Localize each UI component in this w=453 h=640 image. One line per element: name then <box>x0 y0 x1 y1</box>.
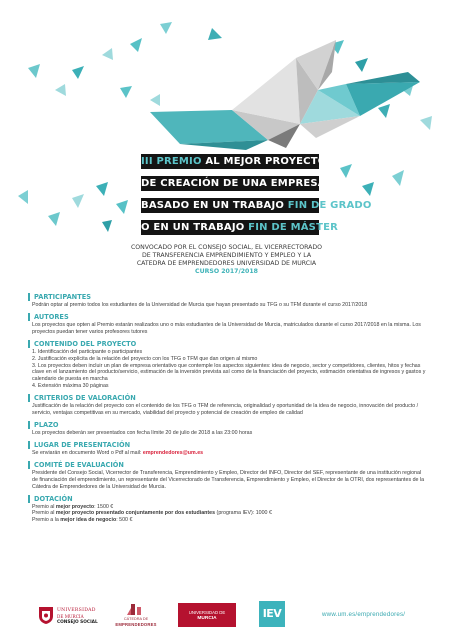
section-autores <box>32 313 428 336</box>
convocation-line-3: CATEDRA DE EMPRENDEDORES UNIVERSIDAD DE MURCIA <box>136 260 317 267</box>
title-line-4 <box>141 220 339 235</box>
catedra-logo-line-2: EMPRENDEDORES <box>115 622 157 627</box>
convocation-line-2: DE TRANSFERENCIA EMPRENDIMIENTO Y EMPLEO Y LA <box>141 252 312 259</box>
university-crest-icon <box>38 605 54 625</box>
section-text: Presidente del Consejo Social, Vicerrector de Transferencia, Emprendimiento y Empleo, Director del INFO, Director del SEF, representante de una institución regional de financiación del emprendimiento, un representante del Vicerrectorado de Transferencia, Emprendimiento y Empleo, el Director de la OTRI, dos representantes de la Cátedra de Emprendedores de la Universidad de Murcia. <box>32 469 425 490</box>
section-contenido <box>32 340 428 390</box>
prize-item <box>32 504 428 511</box>
website-url[interactable]: www.um.es/emprendedores/ <box>322 611 406 618</box>
prize-item <box>32 510 428 517</box>
prize-amount: : 1500 € <box>94 503 114 510</box>
catedra-logo-line-1: CÁTEDRA DE <box>123 617 149 621</box>
title-line-2-text: DE CREACIÓN DE UNA EMPRESA <box>141 178 326 189</box>
section-text: Los proyectos deberán ser presentados con fecha límite 20 de julio de 2018 a las 23:00 horas <box>32 429 253 436</box>
title-line-3 <box>141 198 372 213</box>
ur-logo-line-1: UNIVERSIDAD DE <box>188 610 226 615</box>
section-text: Los proyectos que opten al Premio estarán realizados uno o más estudiantes de la Universidad de Murcia, matriculados durante el curso 2017/2018 en la misma. Los proyectos puedan tener varios profesores tutores <box>32 321 421 335</box>
title-line-1-accent: III PREMIO <box>141 156 206 167</box>
section-text <box>32 450 428 457</box>
section-title: CONTENIDO DEL PROYECTO <box>28 340 428 348</box>
prize-name: mejor proyecto <box>55 503 95 510</box>
prize-item <box>32 517 428 524</box>
um-logo-line-1: UNIVERSIDAD <box>57 608 96 613</box>
section-text: Justificación de la relación del proyecto con el contenido de los TFG o TFM de referencia, originalidad y oportunidad de la idea de negocio, innovación del producto / servicio, ventajas competitivas en su mercado, viabilidad del proyecto y potencial de creación de empleo de calidad <box>32 403 419 417</box>
prize-list <box>32 504 428 525</box>
prize-pre: Premio al <box>32 510 56 517</box>
section-title: LUGAR DE PRESENTACIÓN <box>28 441 428 449</box>
iev-logo-text: IEV <box>262 607 282 620</box>
section-title: AUTORES <box>28 313 428 321</box>
prize-pre: Premio a la <box>32 517 61 524</box>
prize-amount: : 500 € <box>116 517 133 524</box>
universidad-murcia-logo <box>178 603 236 627</box>
hero-illustration <box>0 0 453 150</box>
section-dotacion <box>32 495 428 525</box>
section-comite <box>32 461 428 491</box>
convocation-line-1: CONVOCADO POR EL CONSEJO SOCIAL, EL VICERRECTORADO <box>130 244 323 251</box>
title-line-1-rest: AL MEJOR PROYECTO <box>205 156 327 167</box>
um-logo-line-2: DE MURCIA <box>57 614 84 619</box>
section-participantes <box>32 293 428 309</box>
list-item: 3. Los proyectos deben incluir un plan de empresa orientativo que contemple los aspectos siguientes: idea de negocio, sector y competidores, clientes, hitos y fechas clave en el lanzamiento del producto/servicio, estimación de la inversión prevista así como de la financiación del proyecto, estimación orientativa de ingresos y gastos y calendario de puesta en marcha <box>32 362 426 383</box>
title-line-4-accent: FIN DE MÁSTER <box>248 222 339 233</box>
section-title: DOTACIÓN <box>28 495 428 503</box>
um-logo-line-3: CONSEJO SOCIAL <box>57 620 98 625</box>
rules-content <box>32 293 428 528</box>
prize-name: mejor idea de negocio <box>60 517 117 524</box>
email-link[interactable]: emprendedores@um.es <box>142 449 204 456</box>
section-title: CRITERIOS DE VALORACIÓN <box>28 394 428 402</box>
catedra-emprendedores-logo <box>112 602 160 628</box>
title-line-3-text: BASADO EN UN TRABAJO <box>141 200 288 211</box>
catedra-mark-icon <box>112 602 160 616</box>
universidad-murcia-consejo-social-logo <box>38 605 104 627</box>
section-plazo <box>32 421 428 437</box>
convocation-block <box>100 244 353 276</box>
prize-amount: (programa IEV): 1000 € <box>215 510 272 517</box>
section-criterios <box>32 394 428 417</box>
section-lugar <box>32 441 428 457</box>
title-line-3-accent: FIN DE GRADO <box>287 200 372 211</box>
list-item: 4. Extensión máxima 30 páginas <box>32 383 109 390</box>
prize-pre: Premio al <box>32 503 56 510</box>
title-line-1 <box>141 154 327 169</box>
section-text: Podrán optar al premio todos los estudiantes de la Universidad de Murcia que hayan presentado su TFG o su TFM durante el curso 2017/2018 <box>32 302 368 308</box>
title-line-2 <box>141 176 326 191</box>
course-year: CURSO 2017/2018 <box>195 268 258 275</box>
lugar-text: Se enviarán en documento Word o Pdf al mail: <box>32 449 143 456</box>
section-title: PLAZO <box>28 421 428 429</box>
section-title: PARTICIPANTES <box>28 293 428 301</box>
prize-name: mejor proyecto presentado conjuntamente por dos estudiantes <box>55 510 216 517</box>
iev-logo <box>259 601 285 627</box>
section-title: COMITÉ DE EVALUACIÓN <box>28 461 428 469</box>
ur-logo-line-2: MURCIA <box>197 616 217 621</box>
section-list <box>32 349 428 390</box>
list-item: 2. Justificación explícita de la relación del proyecto con los TFG o TFM que dan origen al mismo <box>32 355 258 362</box>
list-item: 1. Identificación del participante o participantes <box>32 348 143 355</box>
title-line-4-text: O EN UN TRABAJO <box>141 222 249 233</box>
